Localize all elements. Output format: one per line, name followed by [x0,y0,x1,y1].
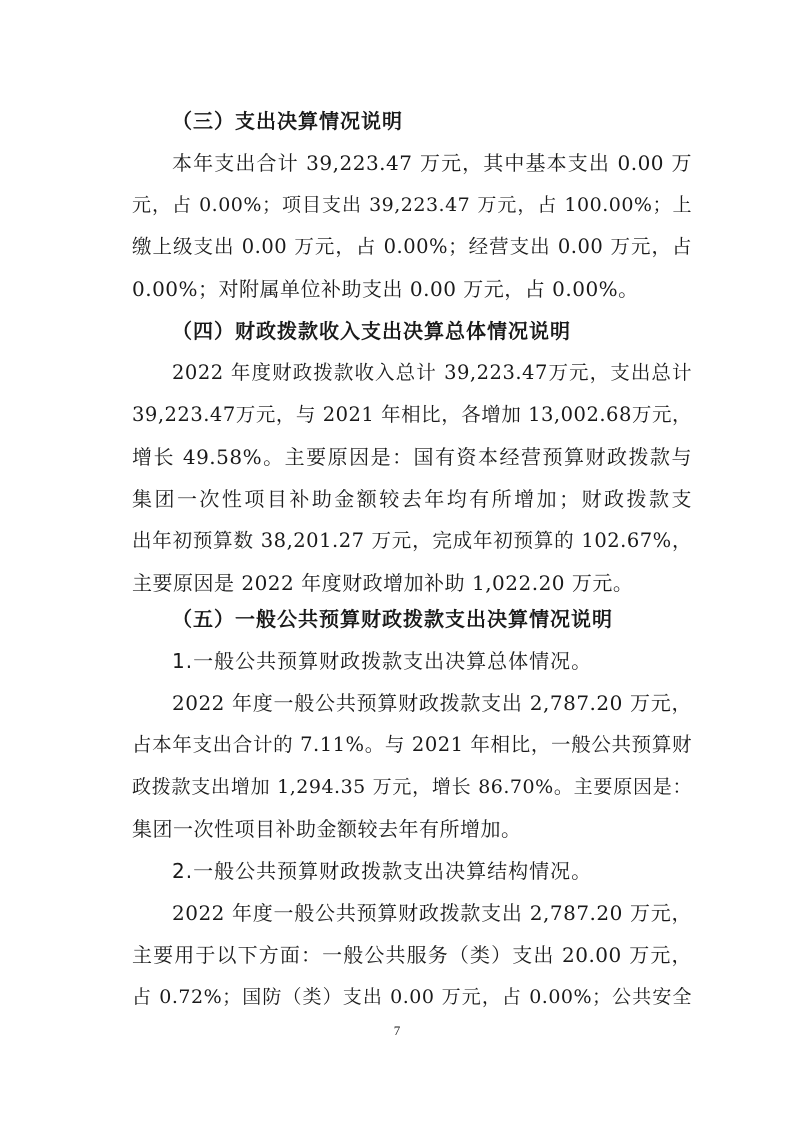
paragraph-line: 占本年支出合计的 7.11%。与 2021 年相比，一般公共预算财 [132,733,692,756]
paragraph-line: 2022 年度一般公共预算财政拨款支出 2,787.20 万元， [172,691,692,715]
subsection-2-heading: 2.一般公共预算财政拨款支出决算结构情况。 [172,859,593,883]
paragraph-line: 39,223.47万元，与 2021 年相比，各增加 13,002.68万元， [132,403,692,426]
paragraph-line: 主要原因是 2022 年度财政增加补助 1,022.20 万元。 [132,571,634,595]
section-4-heading: （四）财政拨款收入支出决算总体情况说明 [172,319,571,343]
paragraph-line: 出年初预算数 38,201.27 万元，完成年初预算的 102.67%， [132,529,692,552]
paragraph-line: 2022 年度财政拨款收入总计 39,223.47万元，支出总计 [172,361,692,384]
paragraph-line: 缴上级支出 0.00 万元，占 0.00%；经营支出 0.00 万元，占 [132,235,692,258]
paragraph-line: 元，占 0.00%；项目支出 39,223.47 万元，占 100.00%；上 [132,194,692,216]
paragraph-line: 2022 年度一般公共预算财政拨款支出 2,787.20 万元， [172,901,692,925]
paragraph-line: 集团一次性项目补助金额较去年有所增加。 [132,817,522,841]
paragraph-line: 本年支出合计 39,223.47 万元，其中基本支出 0.00 万 [172,151,692,175]
page-number: 7 [393,1023,401,1038]
paragraph-line: 主要用于以下方面：一般公共服务（类）支出 20.00 万元， [132,943,692,967]
paragraph-line: 政拨款支出增加 1,294.35 万元，增长 86.70%。主要原因是： [132,776,692,798]
section-5-heading: （五）一般公共预算财政拨款支出决算情况说明 [172,607,613,631]
paragraph-line: 集团一次性项目补助金额较去年均有所增加；财政拨款支 [132,487,692,511]
paragraph-line: 增长 49.58%。主要原因是：国有资本经营预算财政拨款与 [132,445,692,469]
section-3-heading: （三）支出决算情况说明 [172,109,403,133]
paragraph-line: 0.00%；对附属单位补助支出 0.00 万元，占 0.00%。 [132,277,639,301]
paragraph-line: 占 0.72%；国防（类）支出 0.00 万元，占 0.00%；公共安全 [132,986,692,1008]
subsection-1-heading: 1.一般公共预算财政拨款支出决算总体情况。 [172,649,593,673]
